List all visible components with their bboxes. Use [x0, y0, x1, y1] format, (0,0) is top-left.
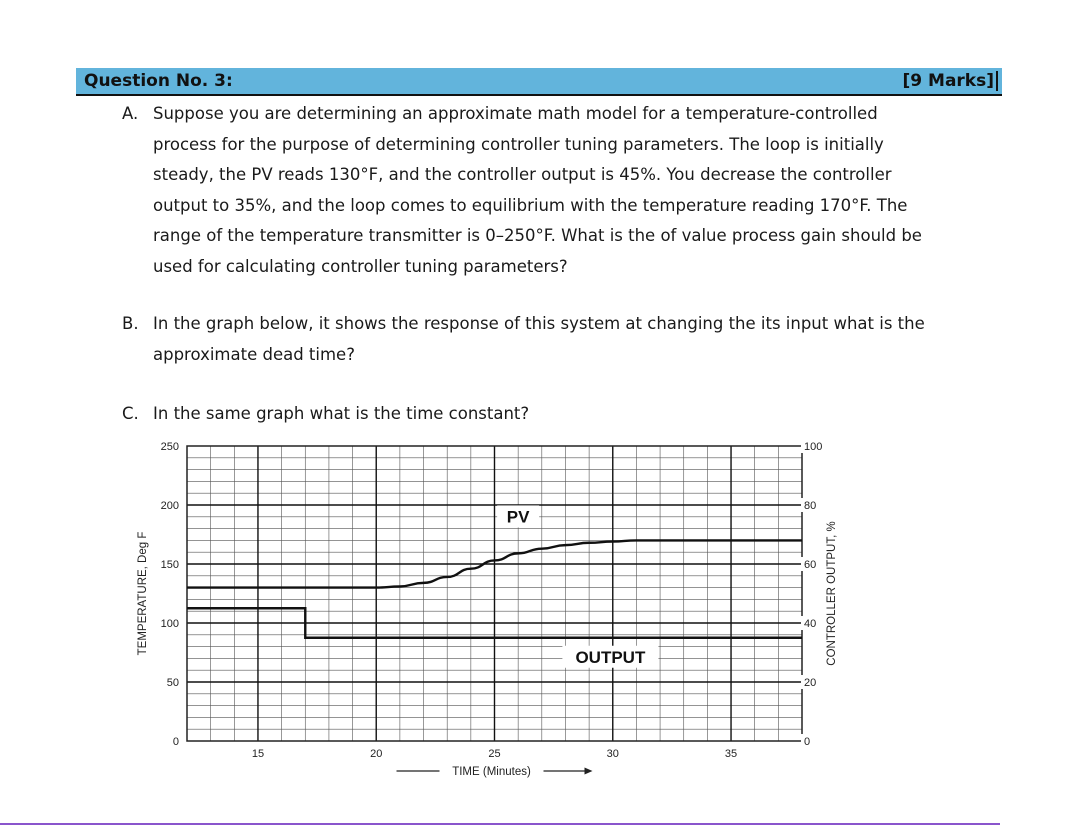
y2-tick-label: 20	[804, 677, 817, 689]
part-a-label: A.	[122, 104, 139, 123]
bottom-divider	[0, 823, 1000, 825]
part-c-label: C.	[122, 404, 139, 423]
part-a-line-3: steady, the PV reads 130°F, and the controller output is 45%. You decrease the controller	[153, 165, 892, 184]
x-tick-label: 25	[488, 748, 501, 760]
part-a-line-6: used for calculating controller tuning parameters?	[153, 256, 568, 276]
y2-tick-label: 40	[804, 618, 817, 630]
x-tick-label: 20	[370, 748, 383, 760]
response-chart	[120, 432, 840, 788]
x-tick-label: 35	[724, 748, 738, 760]
labels-layer	[137, 505, 838, 778]
y2-tick-label: 0	[804, 736, 811, 748]
y-tick-label: 100	[160, 618, 179, 630]
part-a-line-5: range of the temperature transmitter is 0–250°F. What is the of value process gain should be	[153, 226, 922, 245]
part-b	[122, 309, 1002, 371]
y-tick-label: 200	[160, 500, 179, 512]
question-marks: [9 Marks]	[903, 71, 998, 91]
part-b-label: B.	[122, 314, 139, 333]
x-axis-title: TIME (Minutes)	[452, 766, 531, 778]
part-c	[122, 399, 1002, 430]
y2-tick-label: 80	[804, 500, 817, 512]
x-tick-label: 30	[606, 748, 619, 760]
part-a-line-2: process for the purpose of determining controller tuning parameters. The loop is initially	[153, 134, 884, 154]
y-axis-title: TEMPERATURE, Deg F	[137, 531, 149, 656]
x-tick-label: 15	[251, 748, 265, 760]
series-label-pv: PV	[506, 507, 530, 527]
part-b-line-2: approximate dead time?	[153, 344, 355, 364]
y2-tick-label: 100	[804, 441, 823, 453]
series-label-output: OUTPUT	[575, 647, 646, 667]
part-c-line-1: In the same graph what is the time constant?	[153, 404, 530, 423]
y-tick-label: 0	[172, 736, 179, 748]
y-tick-label: 150	[160, 559, 179, 571]
part-a	[122, 99, 1002, 283]
part-a-line-4: output to 35%, and the loop comes to equilibrium with the temperature reading 170°F. The	[153, 195, 908, 215]
y-tick-label: 250	[160, 441, 179, 453]
question-header	[76, 68, 1002, 96]
question-title: Question No. 3:	[84, 71, 233, 91]
part-a-line-1: Suppose you are determining an approximate math model for a temperature-controlled	[153, 104, 878, 123]
x-axis-arrow-head	[585, 768, 593, 775]
major-grid	[187, 446, 802, 741]
part-b-line-1: In the graph below, it shows the response of this system at changing the its input what is the	[153, 314, 925, 333]
y2-axis-title: CONTROLLER OUTPUT, %	[826, 521, 838, 666]
y2-tick-label: 60	[804, 559, 817, 571]
y-tick-label: 50	[166, 677, 179, 689]
